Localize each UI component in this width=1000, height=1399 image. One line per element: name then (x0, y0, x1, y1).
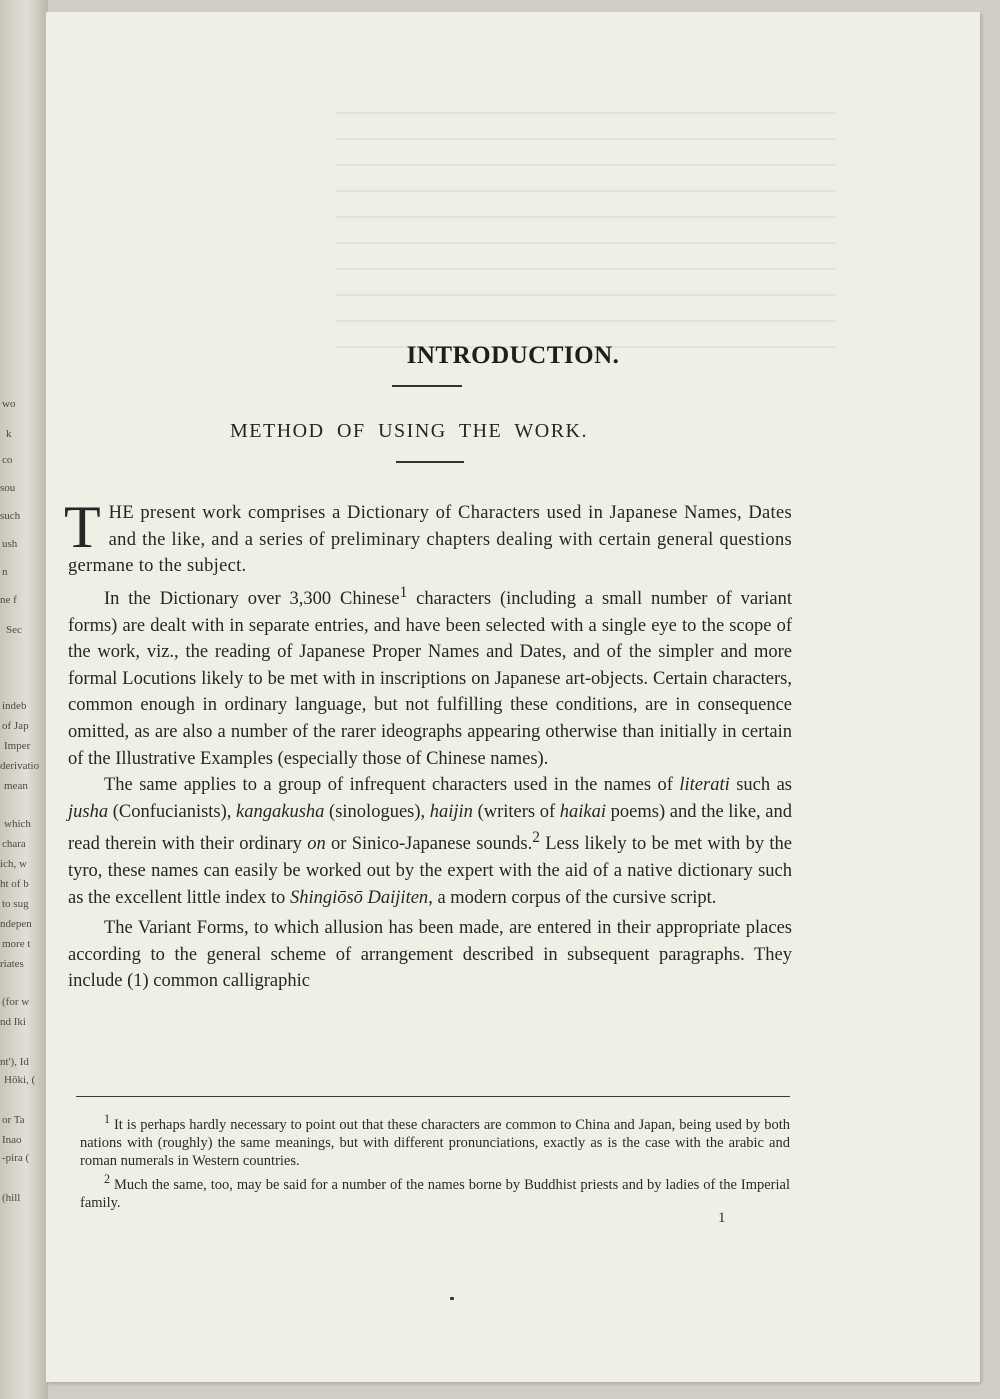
left-fragment: (hill (2, 1192, 21, 1204)
paragraph-text: The Variant Forms, to which allusion has been made, are entered in their appropriate places according to the general scheme of arrangement described in subsequent paragraphs. They include (1) common calligraphic (68, 918, 792, 992)
left-fragment: riates (0, 958, 24, 970)
footnotes (80, 1110, 790, 1212)
paragraph-text: In the Dictionary over 3,300 Chinese (104, 588, 400, 609)
footnote-text: Much the same, too, may be said for a number of the names borne by Buddhist priests and by ladies of the Imperial family. (80, 1176, 790, 1211)
left-fragment: ush (2, 538, 18, 550)
italic-term: haikai (559, 801, 607, 822)
italic-term: haijin (429, 801, 473, 822)
paragraph-text: such as (729, 775, 792, 796)
left-fragment: ich, w (0, 858, 27, 870)
footnote (80, 1110, 790, 1170)
left-fragment: -pira ( (2, 1152, 30, 1164)
left-fragment: chara (2, 838, 26, 850)
left-fragment: (for w (2, 996, 30, 1008)
italic-term: jusha (68, 801, 109, 822)
italic-term: kangakusha (236, 801, 325, 822)
page-title: INTRODUCTION. (406, 342, 620, 369)
subtitle-rule (396, 461, 464, 463)
left-fragment: of Jap (2, 720, 29, 732)
body-text (64, 494, 792, 995)
paragraph (68, 915, 792, 995)
paragraph-text: (Confucianists), (108, 801, 237, 822)
italic-term: on (307, 834, 326, 855)
left-fragment: n (2, 566, 8, 578)
drop-cap: T (64, 494, 101, 560)
left-fragment: or Ta (2, 1114, 25, 1126)
footnote-ref: 1 (399, 583, 408, 601)
paragraph (64, 494, 792, 580)
left-fragment: mean (4, 780, 28, 792)
left-fragment: Imper (4, 740, 31, 752)
left-fragment: sou (0, 482, 16, 494)
footnote (80, 1170, 790, 1212)
footnote-ref: 2 (532, 829, 540, 847)
left-fragment: Sec (6, 624, 22, 636)
page-number: 1 (718, 1210, 726, 1226)
left-fragment: Hōki, ( (4, 1074, 36, 1086)
section-subtitle: METHOD OF USING THE WORK. (230, 420, 588, 442)
paragraph (68, 580, 792, 772)
left-fragment: which (4, 818, 31, 830)
paragraph-text: , a modern corpus of the cursive script. (428, 887, 717, 908)
title-rule (392, 385, 462, 387)
paragraph-text: Less likely to be met with by the tyro, these names can easily be worked out by the expert with the aid of a native dictionary such as the excellent little index to (68, 834, 792, 908)
paragraph-text: (sinologues), (324, 801, 430, 822)
footnote-mark: 1 (104, 1112, 111, 1126)
footnote-rule (76, 1096, 790, 1097)
left-fragment: ne f (0, 594, 17, 606)
left-fragment: ht of b (0, 878, 29, 890)
show-through-text (336, 112, 836, 372)
left-fragment: to sug (2, 898, 29, 910)
left-fragment: k (6, 428, 12, 440)
footnote-text: It is perhaps hardly necessary to point out that these characters are common to China and Japan, being used by both nations with (roughly) the same meanings, but with different pronunciations, exactly as is the case with the arabic and roman numerals in Western countries. (80, 1116, 790, 1169)
italic-term: Shingiōsō Daijiten (289, 887, 429, 908)
paragraph (68, 772, 792, 911)
left-fragment: indeb (2, 700, 27, 712)
paragraph-text: HE present work comprises a Dictionary of Characters used in Japanese Names, Dates and the like, and a series of preliminary chapters dealing with certain general questions germane to the subject. (68, 503, 792, 577)
left-fragment: wo (2, 398, 16, 410)
left-fragment: more t (2, 938, 31, 950)
left-fragment: nt'), Id (0, 1056, 29, 1068)
paragraph-text: poems) and the like, and read therein with their ordinary (68, 801, 792, 855)
footnote-mark: 2 (104, 1171, 111, 1186)
paragraph-text: characters (including a small number of variant forms) are dealt with in separate entries, and have been selected with a single eye to the scope of the work, viz., the reading of Japanese Proper Names and Dates, and of the simpler and more formal Locutions likely to be met with in inscriptions on Japanese art-objects. Certain characters, common enough in ordinary language, but not fulfilling these conditions, are in consequence omitted, as are also a number of the rarer ideographs appearing otherwise than initially in certain of the Illustrative Examples (especially those of Chinese names). (68, 588, 792, 769)
left-fragment: Inao (2, 1134, 22, 1146)
ink-speck (450, 1297, 454, 1300)
paragraph-text: or Sinico-Japanese sounds. (325, 834, 533, 855)
paragraph-text: (writers of (472, 801, 560, 822)
left-page-edge (0, 0, 48, 1399)
paragraph-text: The same applies to a group of infrequent characters used in the names of (104, 775, 680, 796)
left-fragment: co (2, 454, 13, 466)
left-fragment: ndepen (0, 918, 32, 930)
left-fragment: derivatio (0, 760, 40, 772)
italic-term: literati (679, 775, 730, 796)
left-fragment: nd Iki (0, 1016, 26, 1028)
book-page (46, 12, 980, 1382)
left-fragment: such (0, 510, 21, 522)
